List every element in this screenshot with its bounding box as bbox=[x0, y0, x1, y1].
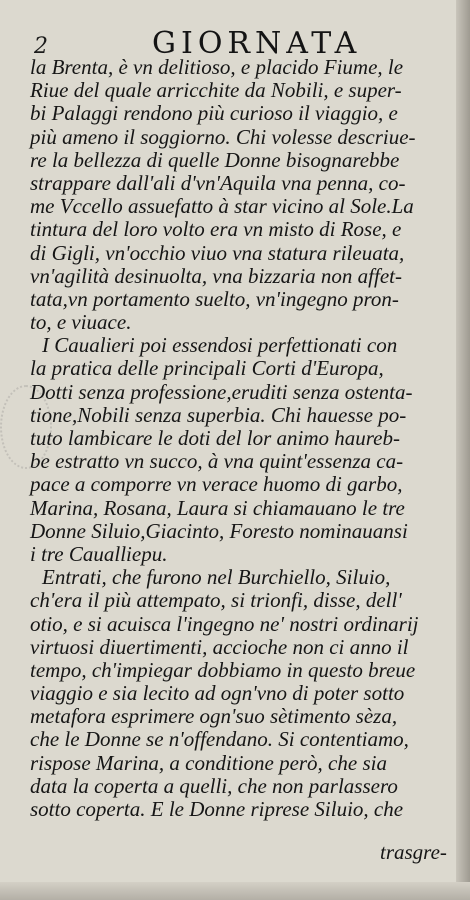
text-line: Entrati, che furono nel Burchiello, Siluio, bbox=[42, 565, 391, 590]
text-line: pace a comporre vn verace huomo di garbo, bbox=[30, 472, 403, 497]
text-line: viaggio e sia lecito ad ogn'vno di poter sotto bbox=[30, 681, 405, 706]
text-line: la Brenta, è vn delitioso, e placido Fiume, le bbox=[30, 55, 404, 79]
text-line: me Vccello assuefatto à star vicino al Sole.La bbox=[30, 194, 414, 219]
text-line: metafora esprimere ogn'suo sètimento sèza, bbox=[30, 704, 398, 729]
text-line: la pratica delle principali Corti d'Europa, bbox=[30, 356, 384, 381]
text-line: re la bellezza di quelle Donne bisognarebbe bbox=[30, 147, 400, 172]
text-line: virtuosi diuertimenti, accioche non ci anno il bbox=[30, 634, 409, 659]
text-line: otio, e si acuisca l'ingegno ne' nostri ordinarij bbox=[30, 611, 419, 636]
page-bottom-edge bbox=[0, 882, 470, 900]
text-line: be estratto vn succo, à vna quint'essenza ca- bbox=[30, 449, 404, 474]
catchword: trasgre- bbox=[380, 840, 447, 864]
text-line: I Caualieri poi essendosi perfettionati con bbox=[42, 333, 398, 358]
running-head: GIORNATA bbox=[152, 26, 362, 61]
text-line: sotto coperta. E le Donne riprese Siluio, che bbox=[30, 797, 404, 821]
text-line: tuto lambicare le doti del lor animo haureb- bbox=[30, 426, 400, 450]
text-line: Riue del quale arricchite da Nobili, e super- bbox=[30, 78, 402, 103]
text-line: tata,vn portamento suelto, vn'ingegno pron- bbox=[30, 286, 399, 311]
text-line: più ameno il soggiorno. Chi volesse descriue- bbox=[30, 124, 416, 149]
text-line: ch'era il più attempato, si trionfi, disse, dell' bbox=[30, 588, 402, 613]
page-number: 2 bbox=[34, 34, 48, 59]
text-line: i tre Caualliери. bbox=[30, 541, 168, 566]
text-line: Marina, Rosana, Laura si chiamauano le tre bbox=[30, 495, 405, 520]
text-line: tione,Nobili senza superbia. Chi hauesse po- bbox=[30, 402, 407, 427]
text-line: to, e viuace. bbox=[30, 310, 132, 335]
text-line: tintura del loro volto era vn misto di Rose, e bbox=[30, 217, 402, 242]
body-text bbox=[30, 56, 460, 821]
text-line: Dotti senza professione,eruditi senza ostenta- bbox=[30, 379, 413, 404]
text-line: data la coperta a quelli, che non parlassero bbox=[30, 773, 398, 798]
text-line: vn'agilità desinuolta, vna bizzaria non affet- bbox=[30, 263, 402, 288]
text-line: strappare dall'ali d'vn'Aquila vna penna, co- bbox=[30, 170, 406, 195]
text-line: di Gigli, vn'occhio viuo vna statura rileuata, bbox=[30, 240, 405, 265]
text-line: che le Donne se n'offendano. Si contentiamo, bbox=[30, 727, 409, 752]
text-line: tempo, ch'impiegar dobbiamo in questo breue bbox=[30, 657, 416, 682]
text-line: Donne Siluio,Giacinto, Foresto nominauansi bbox=[30, 518, 408, 543]
text-line: bi Palaggi rendono più curioso il viaggio, e bbox=[30, 101, 398, 126]
text-line: rispose Marina, a conditione però, che sia bbox=[30, 750, 387, 775]
